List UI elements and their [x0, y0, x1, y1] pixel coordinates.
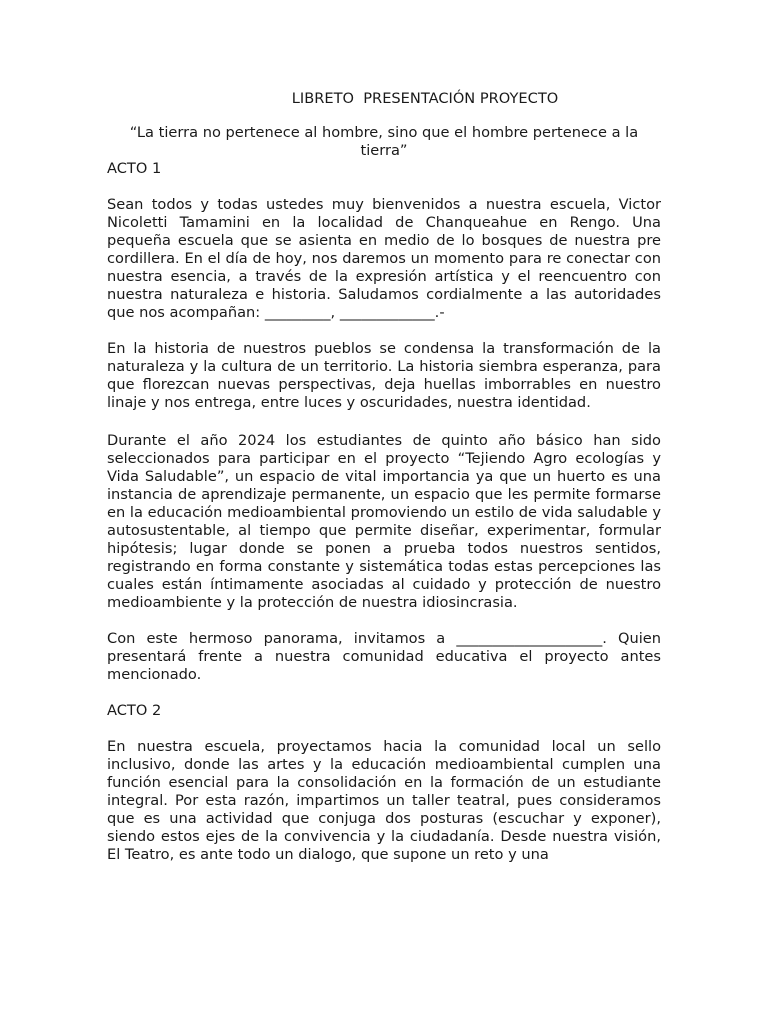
act-1-heading: ACTO 1	[107, 160, 162, 177]
document-page	[107, 90, 661, 864]
epigraph-quote: “La tierra no pertenece al hombre, sino que el hombre pertenece a la tierra”	[129, 124, 639, 159]
act-2-paragraph-school: En nuestra escuela, proyectamos hacia la comunidad local un sello inclusivo, donde las artes y la educación medioambiental cumplen una función esencial para la consolidación en la formación de un estudiante integral. Por esta razón, impartimos un taller teatral, pues consideramos que es una actividad que conjuga dos posturas (escuchar y exponer), siendo estos ejes de la convivencia y la ciudadanía. Desde nuestra visión, El Teatro, es ante todo un dialogo, que supone un reto y una	[107, 738, 661, 863]
act-2-heading: ACTO 2	[107, 702, 162, 719]
act-1-paragraph-project: Durante el año 2024 los estudiantes de quinto año básico han sido seleccionados para participar en el proyecto “Tejiendo Agro ecologías y Vida Saludable”, un espacio de vital importancia ya que un huerto es una instancia de aprendizaje permanente, un espacio que les permite formarse en la educación medioambiental promoviendo un estilo de vida saludable y autosustentable, al tiempo que permite diseñar, experimentar, formular hipótesis; lugar donde se ponen a prueba todos nuestros sentidos, registrando en forma constante y sistemática todas estas percepciones las cuales están íntimamente asociadas al cuidado y protección de nuestro medioambiente y la protección de nuestra idiosincrasia.	[107, 432, 661, 611]
act-1-paragraph-welcome: Sean todos y todas ustedes muy bienvenidos a nuestra escuela, Victor Nicoletti Tamamini en la localidad de Chanqueahue en Rengo. Una pequeña escuela que se asienta en medio de lo bosques de nuestra pre cordillera. En el día de hoy, nos daremos un momento para re conectar con nuestra esencia, a través de la expresión artística y el reencuentro con nuestra naturaleza e historia. Saludamos cordialmente a las autoridades que nos acompañan: _________, _____________.-	[107, 196, 661, 321]
act-1-paragraph-history: En la historia de nuestros pueblos se condensa la transformación de la naturaleza y la cultura de un territorio. La historia siembra esperanza, para que florezcan nuevas perspectivas, deja huellas imborrables en nuestro linaje y nos entrega, entre luces y oscuridades, nuestra identidad.	[107, 340, 661, 411]
document-title: LIBRETO PRESENTACIÓN PROYECTO	[291, 90, 559, 107]
act-1-paragraph-invitation: Con este hermoso panorama, invitamos a ____________________. Quien presentará frente a nuestra comunidad educativa el proyecto antes mencionado.	[107, 630, 661, 683]
